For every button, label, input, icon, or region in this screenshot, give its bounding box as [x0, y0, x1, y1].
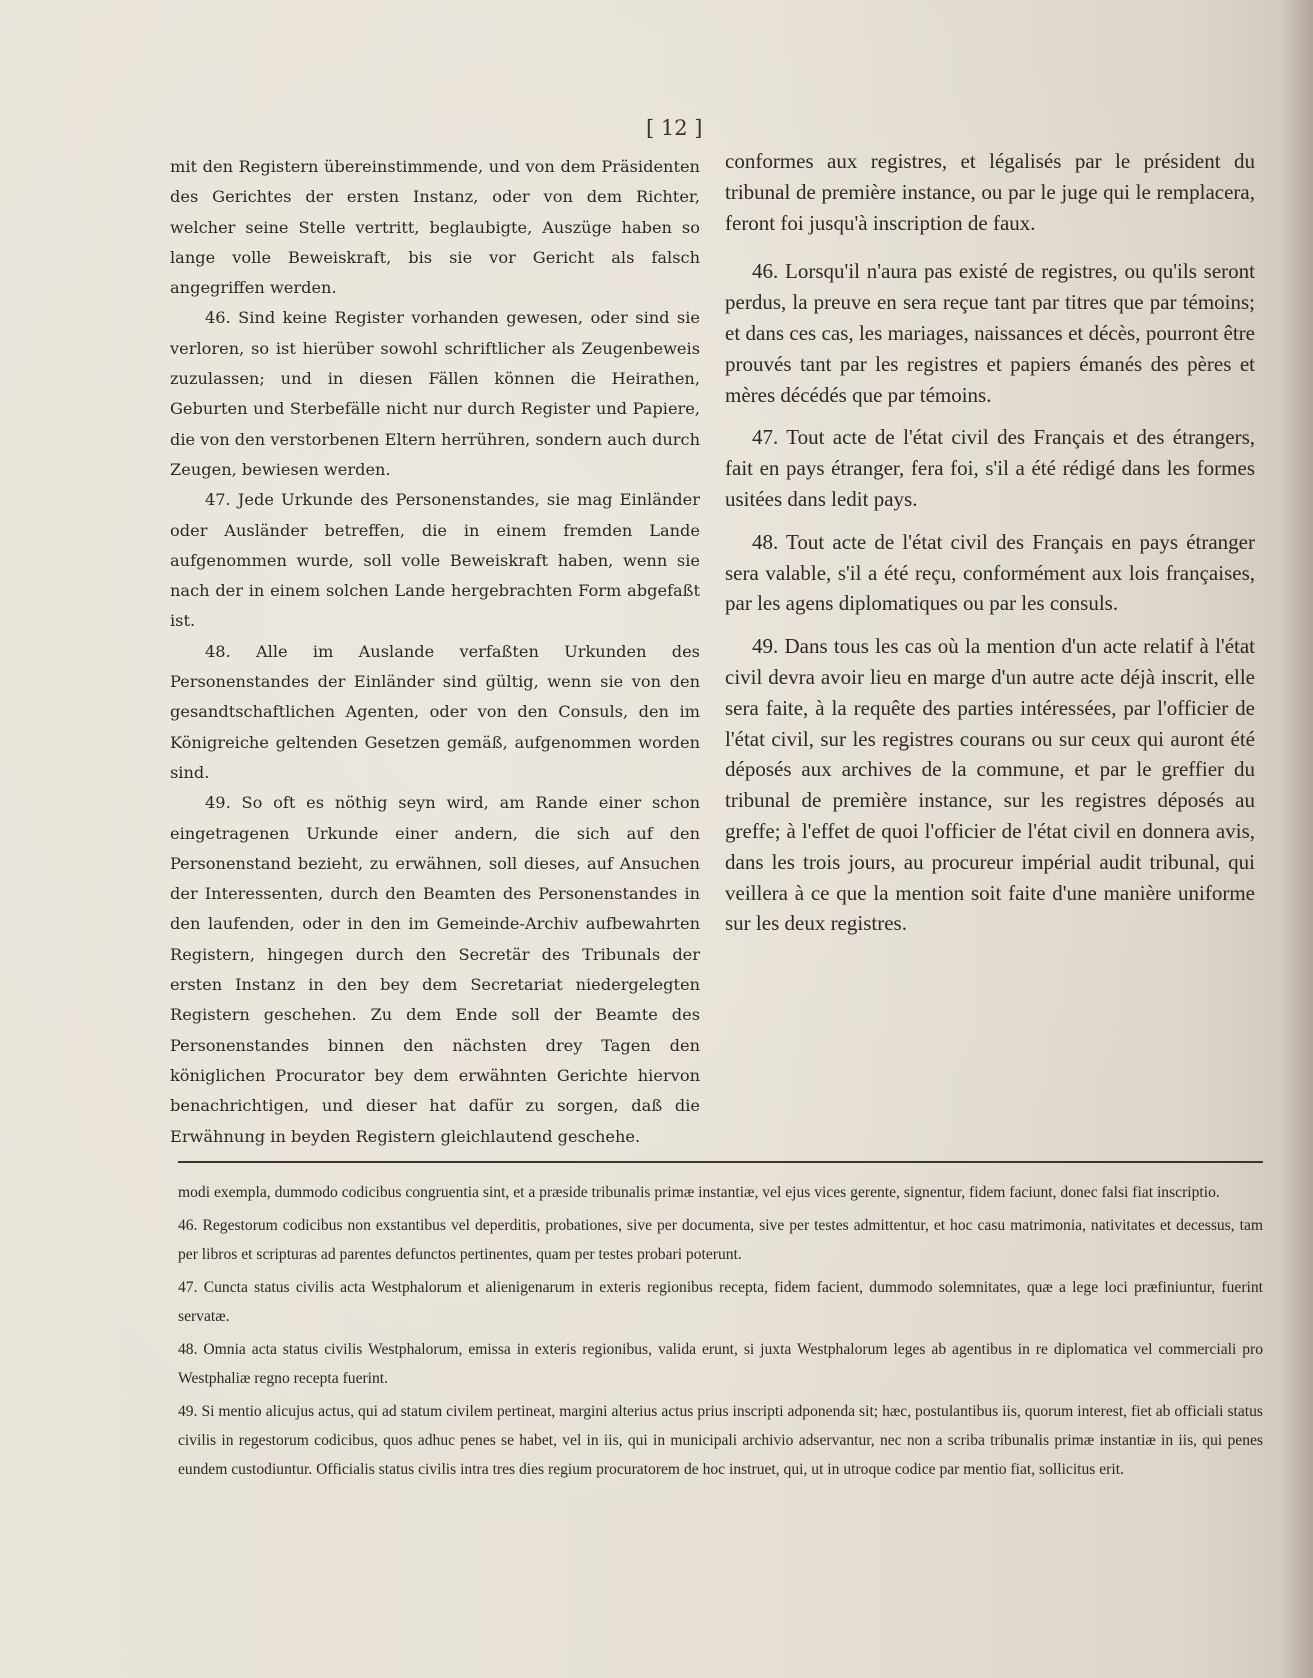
page-edge-shadow [1279, 0, 1313, 1678]
german-continuation: mit den Registern übereinstimmende, und von dem Präsidenten des Gerichtes der ersten Instanz, oder von dem Richter, welcher seine Stelle vertritt, beglaubigte, Auszüge haben so lange volle Beweiskraft, bis sie vor Gericht als falsch angegriffen werden. [170, 157, 700, 298]
german-article-49: 49. So oft es nöthig seyn wird, am Rande einer schon eingetragenen Urkunde einer andern, die sich auf den Personenstand bezieht, zu erwähnen, soll dieses, auf Ansuchen der Interessenten, durch den Beamten des Personenstandes in den laufenden, oder in den im Gemeinde-Archiv aufbewahrten Registern, hingegen durch den Secretär des Tribunals der ersten Instanz in den bey dem Secretariat niedergelegten Registern geschehen. Zu dem Ende soll der Beamte des Personenstandes binnen den nächsten drey Tagen den königlichen Procurator bey dem erwähnten Gerichte hiervon benachrichtigen, und dieser hat dafür zu sorgen, daß die Erwähnung in beyden Registern gleichlautend geschehe. [170, 793, 700, 1146]
latin-footnotes [178, 1178, 1263, 1488]
latin-continuation: modi exempla, dummodo codicibus congruentia sint, et a præside tribunalis primæ instantiæ, vel ejus vices gerente, signentur, fidem faciunt, donec falsi fiat inscriptio. [178, 1184, 1220, 1201]
german-column [170, 152, 700, 1152]
latin-article-46: 46. Regestorum codicibus non exstantibus vel deperditis, probationes, sive per documenta, sive per testes admittentur, et hoc casu matrimonia, nativitates et decessus, tam per libros et scripturas ad parentes defunctos pertinentes, quam per testes probari poterunt. [178, 1217, 1263, 1263]
german-article-46: 46. Sind keine Register vorhanden gewesen, oder sind sie verloren, so ist hierüber sowohl schriftlicher als Zeugenbeweis zuzulassen; und in diesen Fällen können die Heirathen, Geburten und Sterbefälle nicht nur durch Register und Papiere, die von den verstorbenen Eltern herrühren, sondern auch durch Zeugen, bewiesen werden. [170, 308, 700, 479]
latin-article-48: 48. Omnia acta status civilis Westphalorum, emissa in exteris regionibus, valida erunt, si juxta Westphalorum leges ab agentibus in re diplomatica vel commerciali pro Westphaliæ regno recepta fuerint. [178, 1341, 1263, 1387]
footnote-divider [178, 1161, 1263, 1163]
latin-article-47: 47. Cuncta status civilis acta Westphalorum et alienigenarum in exteris regionibus recepta, fidem facient, dummodo solemnitates, quæ a lege loci præfiniuntur, fuerint servatæ. [178, 1279, 1263, 1325]
latin-article-49: 49. Si mentio alicujus actus, qui ad statum civilem pertineat, margini alterius actus prius inscripti adponenda sit; hæc, postulantibus iis, quorum interest, fiet ab officiali status civilis in regestorum codicibus, quos adhuc penes se habet, vel in iis, qui in municipali archivio adservantur, nec non a scriba tribunalis primæ instantiæ in iis, qui penes eundem custodiuntur. Officialis status civilis intra tres dies regium procuratorem de hoc instruet, qui, ut in utroque codice par mentio fiat, sollicitus erit. [178, 1403, 1263, 1478]
french-article-46: 46. Lorsqu'il n'aura pas existé de registres, ou qu'ils seront perdus, la preuve en sera reçue tant par titres que par témoins; et dans ces cas, les mariages, naissances et décès, pourront être prouvés tant par les registres et papiers émanés des pères et mères décédés que par témoins. [725, 259, 1255, 407]
german-article-47: 47. Jede Urkunde des Personenstandes, sie mag Einländer oder Ausländer betreffen, die in einem fremden Lande aufgenommen wurde, soll volle Beweiskraft haben, wenn sie nach der in einem solchen Lande hergebrachten Form abgefaßt ist. [170, 490, 700, 631]
french-article-48: 48. Tout acte de l'état civil des Français en pays étranger sera valable, s'il a été reçu, conformément aux lois françaises, par les agens diplomatiques ou par les consuls. [725, 529, 1255, 616]
french-article-49: 49. Dans tous les cas où la mention d'un acte relatif à l'état civil devra avoir lieu en marge d'un autre acte déjà inscrit, elle sera faite, à la requête des parties intéressées, par l'officier de l'état civil, sur les registres courans ou sur ceux qui auront été déposés aux archives de la commune, et par le greffier du tribunal de première instance, sur les registres déposés au greffe; à l'effet de quoi l'officier de l'état civil en donnera avis, dans les trois jours, au procureur impérial audit tribunal, qui veillera à ce que la mention soit faite d'une manière uniforme sur les deux registres. [725, 634, 1255, 936]
french-column [725, 146, 1255, 951]
french-continuation: conformes aux registres, et légalisés par le président du tribunal de première instance, ou par le juge qui le remplacera, feront foi jusqu'à inscription de faux. [725, 149, 1255, 235]
german-article-48: 48. Alle im Auslande verfaßten Urkunden des Personenstandes der Einländer sind gültig, wenn sie von den gesandtschaftlichen Agenten, oder von den Consuls, den im Königreiche geltenden Gesetzen gemäß, aufgenommen worden sind. [170, 641, 700, 782]
page-number: [ 12 ] [646, 116, 703, 140]
french-article-47: 47. Tout acte de l'état civil des Français et des étrangers, fait en pays étranger, fera foi, s'il a été rédigé dans les formes usitées dans ledit pays. [725, 425, 1255, 511]
